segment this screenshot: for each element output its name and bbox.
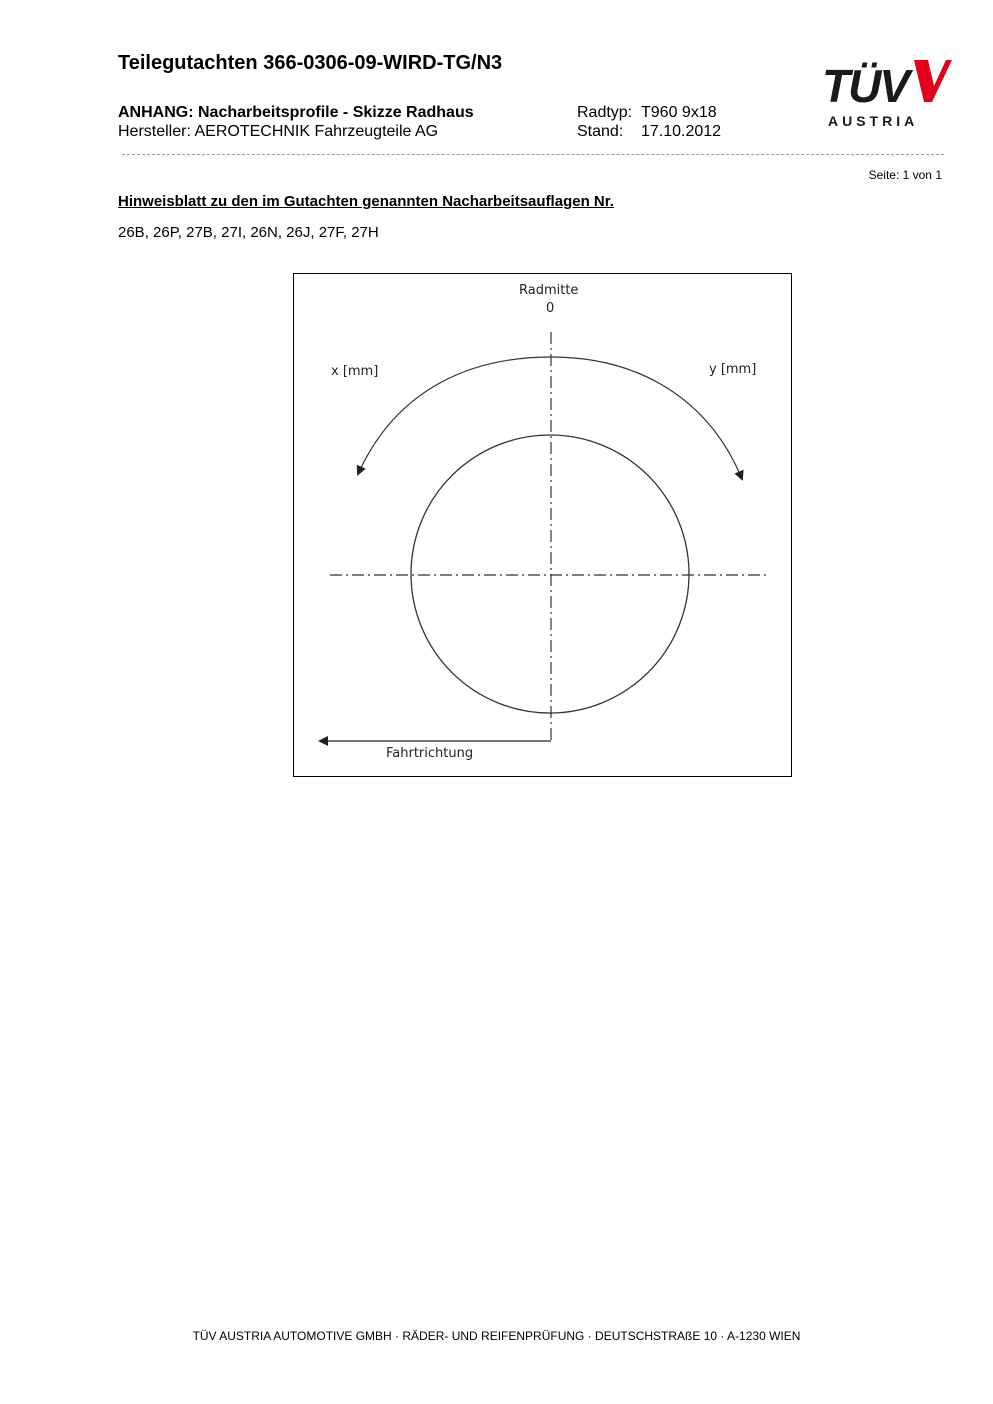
document-title: Teilegutachten 366-0306-09-WIRD-TG/N3: [118, 52, 503, 74]
wheel-circle: [411, 435, 689, 713]
wheel-center-label: Radmitte: [519, 283, 579, 298]
wheel-type-label: Radtyp:: [577, 104, 633, 121]
status-line: [577, 123, 721, 141]
logo-v-accent: [914, 60, 952, 102]
header-divider: [122, 154, 944, 155]
wheel-type-value: T960 9x18: [641, 104, 717, 121]
x-axis-label: x [mm]: [331, 364, 379, 379]
zero-label: 0: [546, 301, 555, 316]
logo-text-tuv: TÜV: [822, 60, 908, 112]
annex-title: ANHANG: Nacharbeitsprofile - Skizze Radhaus: [118, 104, 474, 121]
condition-number-list: 26B, 26P, 27B, 27I, 26N, 26J, 27F, 27H: [118, 224, 379, 241]
manufacturer-label: Hersteller:: [118, 123, 191, 140]
x-direction-arc: [358, 357, 551, 474]
footer-address: TÜV AUSTRIA AUTOMOTIVE GMBH · RÄDER- UND REIFENPRÜFUNG · DEUTSCHSTRAßE 10 · A-1230 WIEN: [192, 1329, 801, 1343]
manufacturer-line: [118, 123, 438, 141]
driving-direction-label: Fahrtrichtung: [386, 746, 474, 761]
manufacturer-value: AEROTECHNIK Fahrzeugteile AG: [194, 123, 439, 140]
page-number: Seite: 1 von 1: [868, 168, 942, 182]
notice-heading: Hinweisblatt zu den im Gutachten genannten Nacharbeitsauflagen Nr.: [118, 193, 614, 210]
wheelhouse-sketch-drawing: [294, 274, 793, 778]
tuv-austria-logo: [818, 54, 952, 132]
status-date: 17.10.2012: [641, 123, 722, 140]
wheelhouse-sketch: [293, 273, 792, 777]
status-label: Stand:: [577, 123, 624, 140]
wheel-type-line: [577, 104, 717, 122]
logo-text-austria: AUSTRIA: [828, 113, 919, 129]
y-axis-label: y [mm]: [709, 362, 757, 377]
